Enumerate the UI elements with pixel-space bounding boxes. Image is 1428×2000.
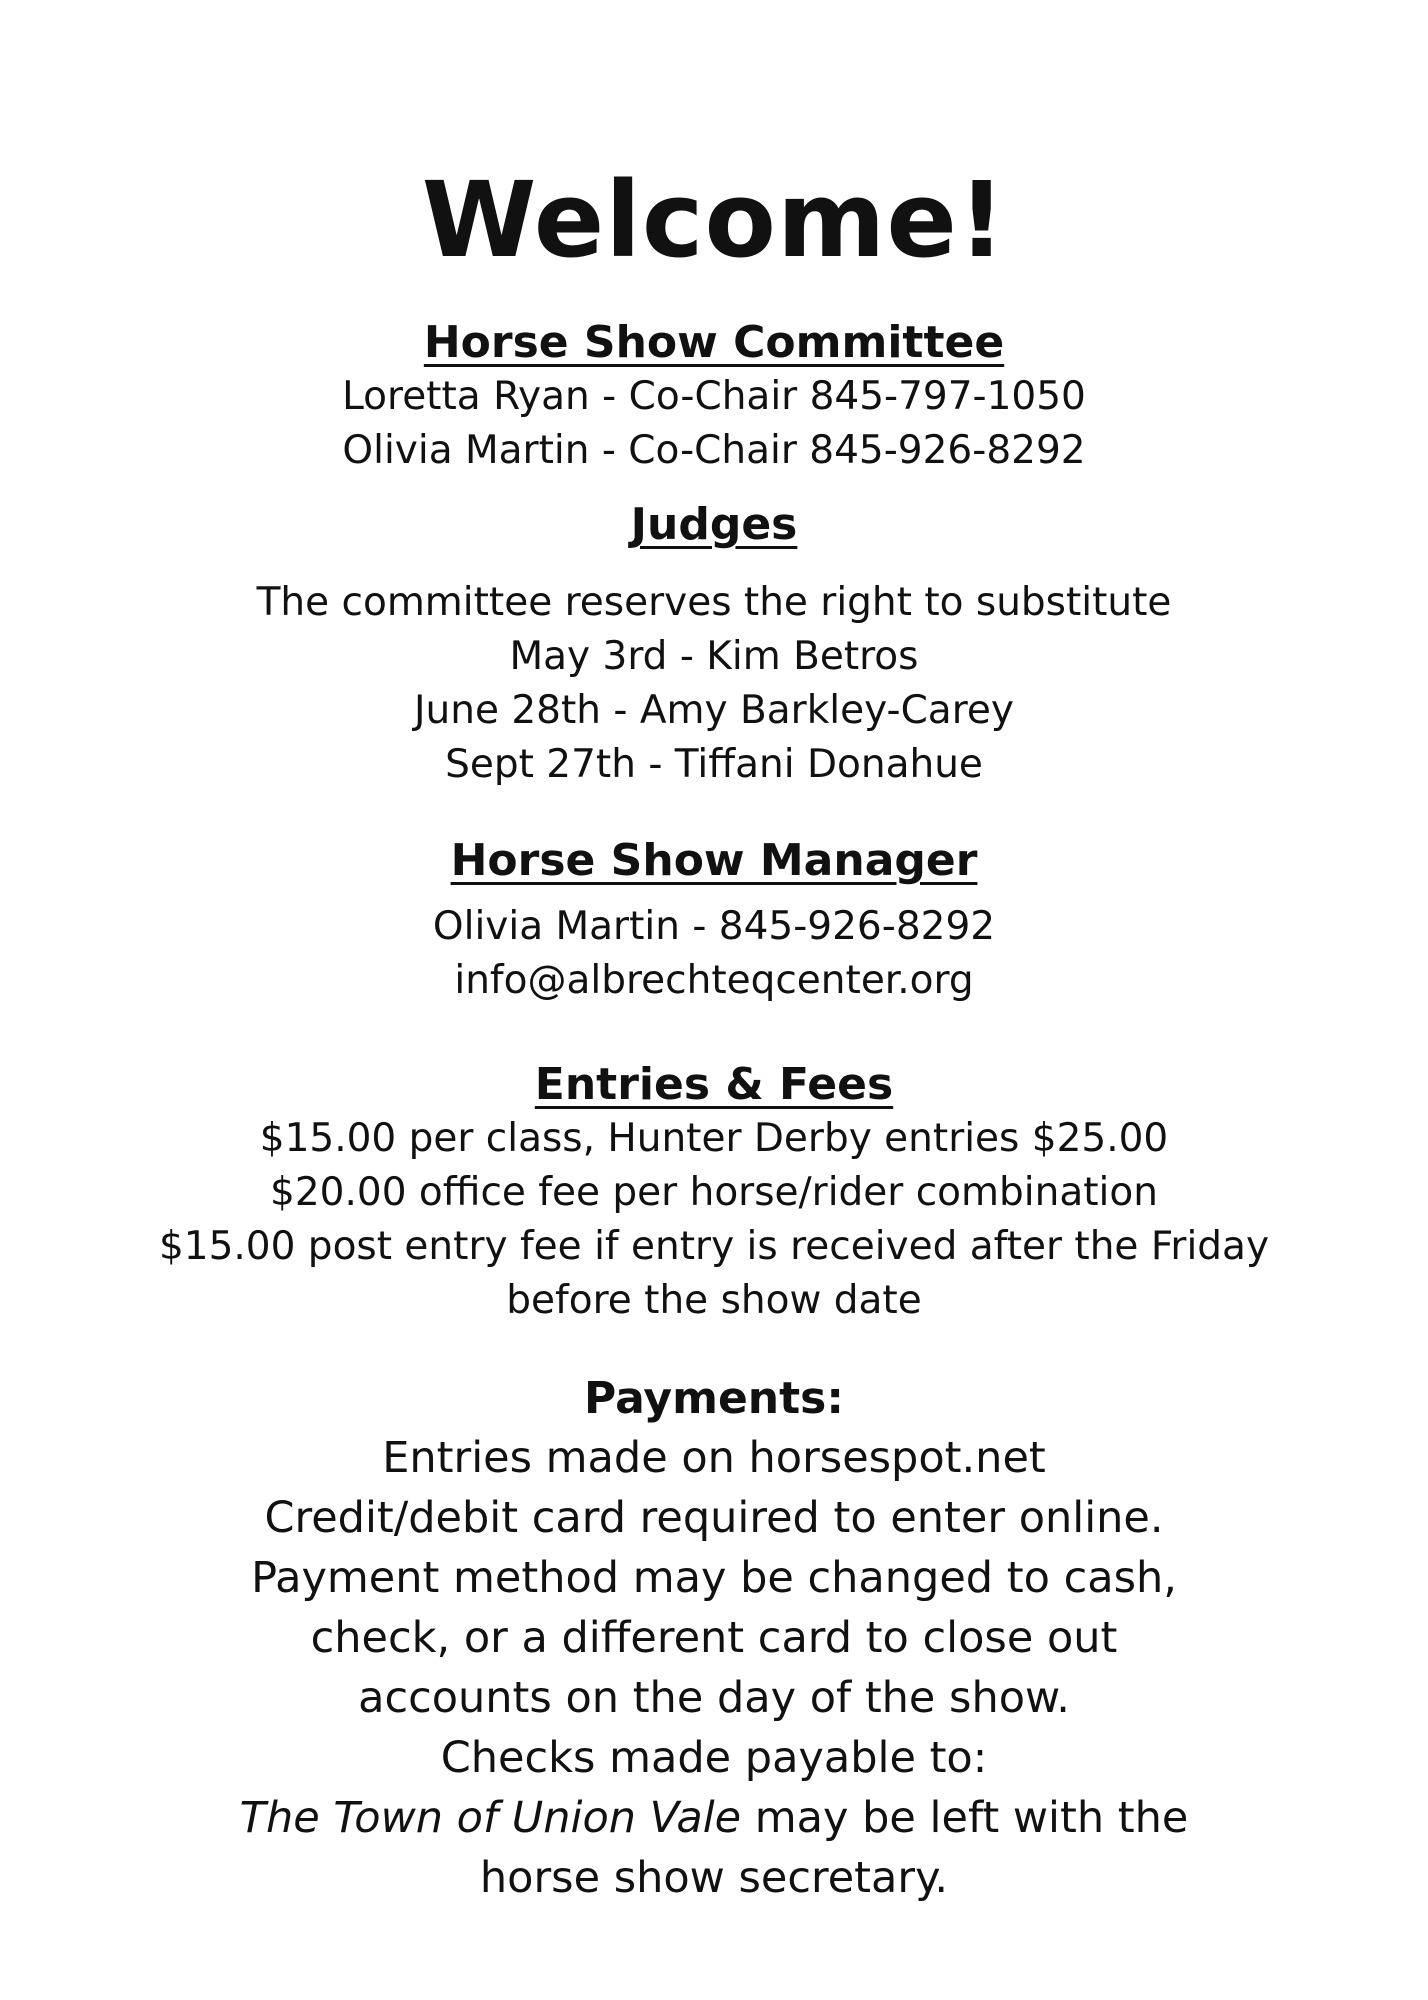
fee-line: $15.00 post entry fee if entry is received after the Friday (158, 1224, 1270, 1269)
fees-heading: Entries & Fees (534, 1059, 894, 1110)
fee-line: $15.00 per class, Hunter Derby entries $25.00 (259, 1116, 1169, 1161)
manager-section (0, 834, 1428, 1008)
fee-line: before the show date (506, 1278, 922, 1323)
manager-heading: Horse Show Manager (450, 835, 978, 886)
payee-name: The Town of Union Vale (239, 1793, 742, 1843)
judges-section (0, 498, 1428, 792)
payee-line (0, 1788, 1428, 1848)
committee-section (0, 316, 1428, 478)
committee-member: Loretta Ryan - Co-Chair 845-797-1050 (342, 374, 1086, 419)
fee-line: $20.00 office fee per horse/rider combination (270, 1170, 1158, 1215)
manager-email: info@albrechteqcenter.org (454, 958, 974, 1003)
payee-suffix: may be left with the (741, 1793, 1189, 1843)
judge-date: Sept 27th - Tiffani Donahue (445, 742, 983, 787)
payments-heading: Payments: (584, 1373, 844, 1424)
payment-line: Entries made on horsespot.net (382, 1433, 1046, 1483)
judge-date: May 3rd - Kim Betros (509, 634, 919, 679)
judges-note: The committee reserves the right to substitute (256, 580, 1172, 625)
payment-line: accounts on the day of the show. (358, 1673, 1070, 1723)
payment-line: Payment method may be changed to cash, (251, 1553, 1177, 1603)
committee-heading: Horse Show Committee (423, 317, 1005, 368)
committee-member: Olivia Martin - Co-Chair 845-926-8292 (342, 428, 1086, 473)
payment-line: Checks made payable to: (440, 1733, 988, 1783)
page-title: Welcome! (421, 159, 1007, 281)
payment-line: Credit/debit card required to enter online. (264, 1493, 1164, 1543)
judges-heading: Judges (630, 499, 798, 550)
payment-line: check, or a different card to close out (310, 1613, 1118, 1663)
judge-date: June 28th - Amy Barkley-Carey (414, 688, 1014, 733)
fees-section (0, 1058, 1428, 1328)
payments-section (0, 1370, 1428, 1908)
payment-closing: horse show secretary. (479, 1853, 949, 1903)
manager-contact: Olivia Martin - 845-926-8292 (432, 904, 996, 949)
